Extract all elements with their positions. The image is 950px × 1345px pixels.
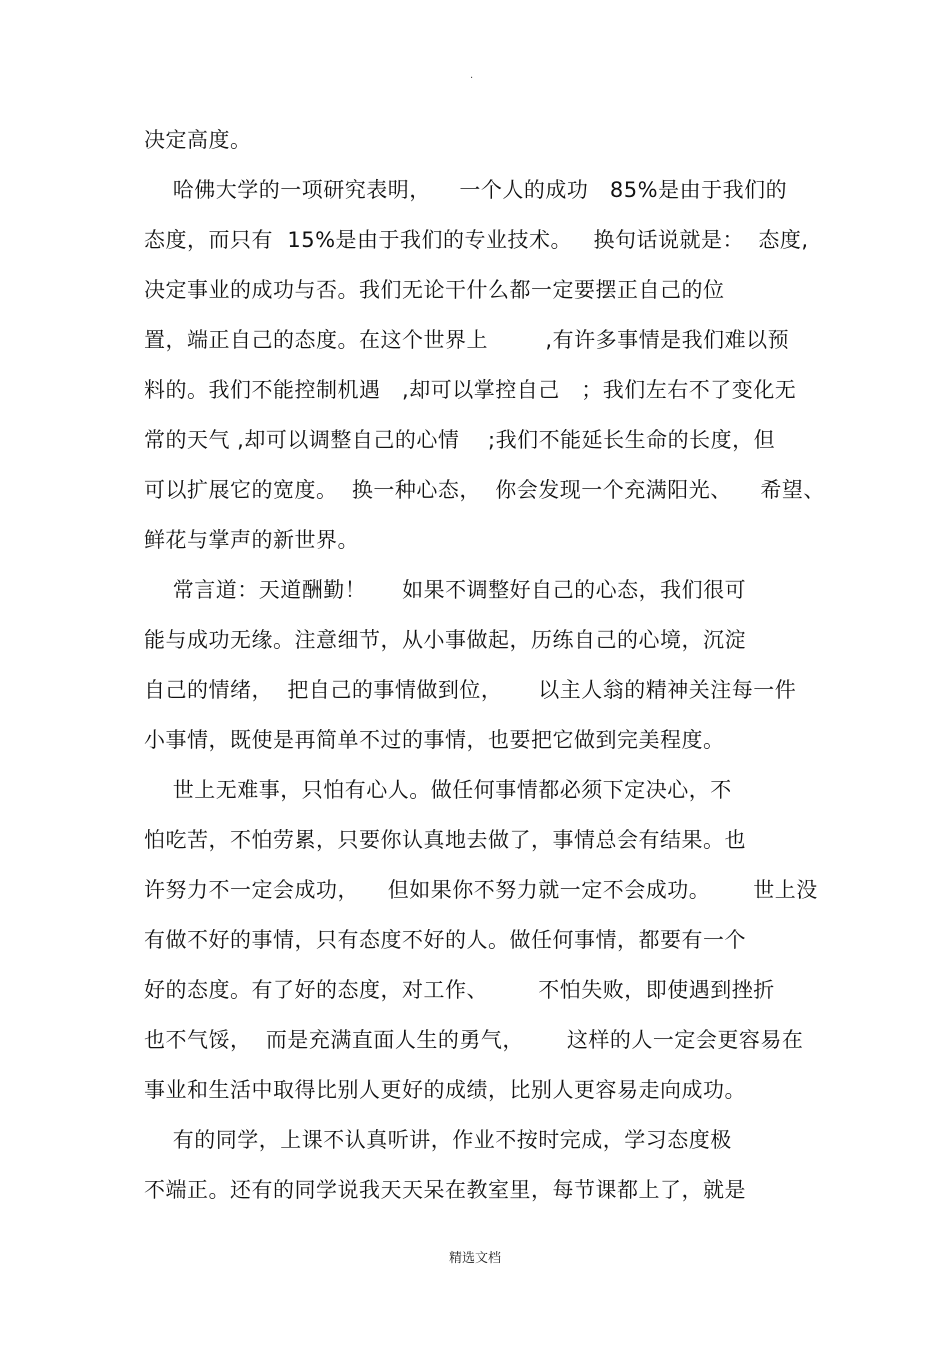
- text-line: 好的态度。有了好的态度，对工作、 不怕失败，即使遇到挫折: [144, 978, 775, 1002]
- text-line: 鲜花与掌声的新世界。: [144, 528, 359, 552]
- text-line: 常言道：天道酬勤！ 如果不调整好自己的心态，我们很可: [144, 578, 747, 602]
- header-mark: .: [470, 70, 474, 81]
- text-line: 事业和生活中取得比别人更好的成绩，比别人更容易走向成功。: [144, 1078, 746, 1102]
- text-line: 可以扩展它的宽度。 换一种心态， 你会发现一个充满阳光、 希望、: [144, 478, 825, 502]
- text-line: 决定事业的成功与否。我们无论干什么都一定要摆正自己的位: [144, 278, 725, 302]
- text-line: 自己的情绪， 把自己的事情做到位， 以主人翁的精神关注每一件: [144, 678, 797, 702]
- text-line: 常的天气 ,却可以调整自己的心情 ;我们不能延长生命的长度，但: [144, 428, 776, 452]
- text-line: 不端正。还有的同学说我天天呆在教室里，每节课都上了，就是: [144, 1178, 746, 1202]
- text-line: 态度，而只有 15%是由于我们的专业技术。 换句话说就是： 态度,: [144, 228, 809, 252]
- text-line: 有的同学，上课不认真听讲，作业不按时完成，学习态度极: [144, 1128, 732, 1152]
- text-line: 小事情，既使是再简单不过的事情，也要把它做到完美程度。: [144, 728, 725, 752]
- text-line: 能与成功无缘。注意细节，从小事做起，历练自己的心境，沉淀: [144, 628, 746, 652]
- text-line: 哈佛大学的一项研究表明， 一个人的成功 85%是由于我们的: [144, 178, 788, 202]
- text-line: 决定高度。: [144, 128, 252, 152]
- text-line: 置，端正自己的态度。在这个世界上 ,有许多事情是我们难以预: [144, 328, 790, 352]
- text-line: 世上无难事，只怕有心人。做任何事情都必须下定决心，不: [144, 778, 732, 802]
- text-line: 也不气馁， 而是充满直面人生的勇气， 这样的人一定会更容易在: [144, 1028, 804, 1052]
- text-line: 许努力不一定会成功， 但如果你不努力就一定不会成功。 世上没: [144, 878, 818, 902]
- page-footer-label: 精选文档: [448, 1251, 501, 1266]
- text-line: 怕吃苦，不怕劳累，只要你认真地去做了，事情总会有结果。也: [144, 828, 746, 852]
- text-line: 有做不好的事情，只有态度不好的人。做任何事情，都要有一个: [144, 928, 746, 952]
- text-line: 料的。我们不能控制机遇 ,却可以掌控自己 ；我们左右不了变化无: [144, 378, 797, 402]
